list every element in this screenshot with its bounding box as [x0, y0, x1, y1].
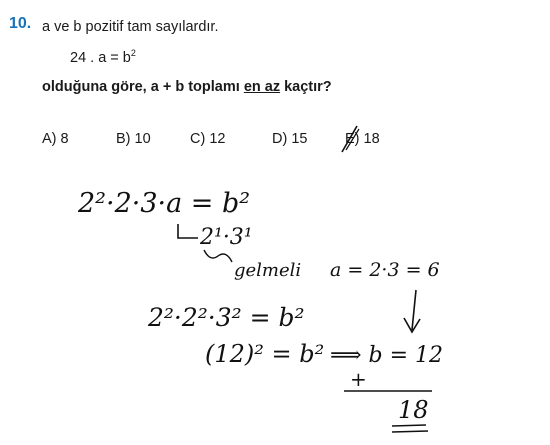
- hw-line-gelmeli: gelmeli: [234, 260, 302, 281]
- hw-line-factorization: 2²·2·3·a = b²: [78, 188, 251, 219]
- hw-line-a-value: a = 2·3 = 6: [330, 259, 440, 281]
- option-letter: D): [272, 131, 288, 147]
- option-letter: C): [190, 131, 206, 147]
- option-a[interactable]: [42, 131, 69, 147]
- option-value: 15: [291, 131, 308, 147]
- option-b[interactable]: [116, 131, 151, 147]
- given-equation: [70, 50, 136, 66]
- option-letter: E): [345, 131, 360, 147]
- hw-line-missing-factors: 2¹·3¹: [200, 225, 253, 250]
- option-c[interactable]: [190, 131, 225, 147]
- answer-options: [0, 131, 550, 151]
- hw-line-squares: 2²·2²·3² = b²: [148, 303, 305, 332]
- prompt-after: kaçtır?: [280, 79, 332, 95]
- hw-double-underline-2: [392, 431, 428, 432]
- hw-double-underline-1: [392, 425, 426, 426]
- option-d[interactable]: [272, 131, 307, 147]
- hw-wave: [204, 250, 232, 262]
- option-e[interactable]: [345, 131, 380, 147]
- option-letter: A): [42, 131, 57, 147]
- hw-line-b-value: ⟹ b = 12: [330, 343, 444, 368]
- option-value: 18: [363, 131, 380, 147]
- given-lhs: 24 . a = b: [70, 50, 131, 66]
- prompt-emphasis: en az: [243, 79, 281, 95]
- question-prompt: [42, 79, 332, 95]
- question-number: 10.: [9, 15, 32, 32]
- hw-arrow-head: [404, 318, 420, 332]
- option-value: 8: [60, 131, 69, 147]
- option-value: 12: [209, 131, 226, 147]
- option-value: 10: [134, 131, 151, 147]
- option-letter: B): [116, 131, 131, 147]
- hw-line-sum: 18: [398, 396, 429, 424]
- prompt-before: olduğuna göre, a + b toplamı: [42, 79, 244, 95]
- hw-arrow-down: [412, 290, 416, 330]
- question-stem: a ve b pozitif tam sayılardır.: [42, 19, 219, 35]
- given-exponent: 2: [130, 48, 136, 58]
- hw-line-twelve-squared: (12)² = b²: [205, 340, 325, 368]
- hw-bracket: [178, 224, 198, 238]
- hw-line-plus: +: [350, 367, 367, 391]
